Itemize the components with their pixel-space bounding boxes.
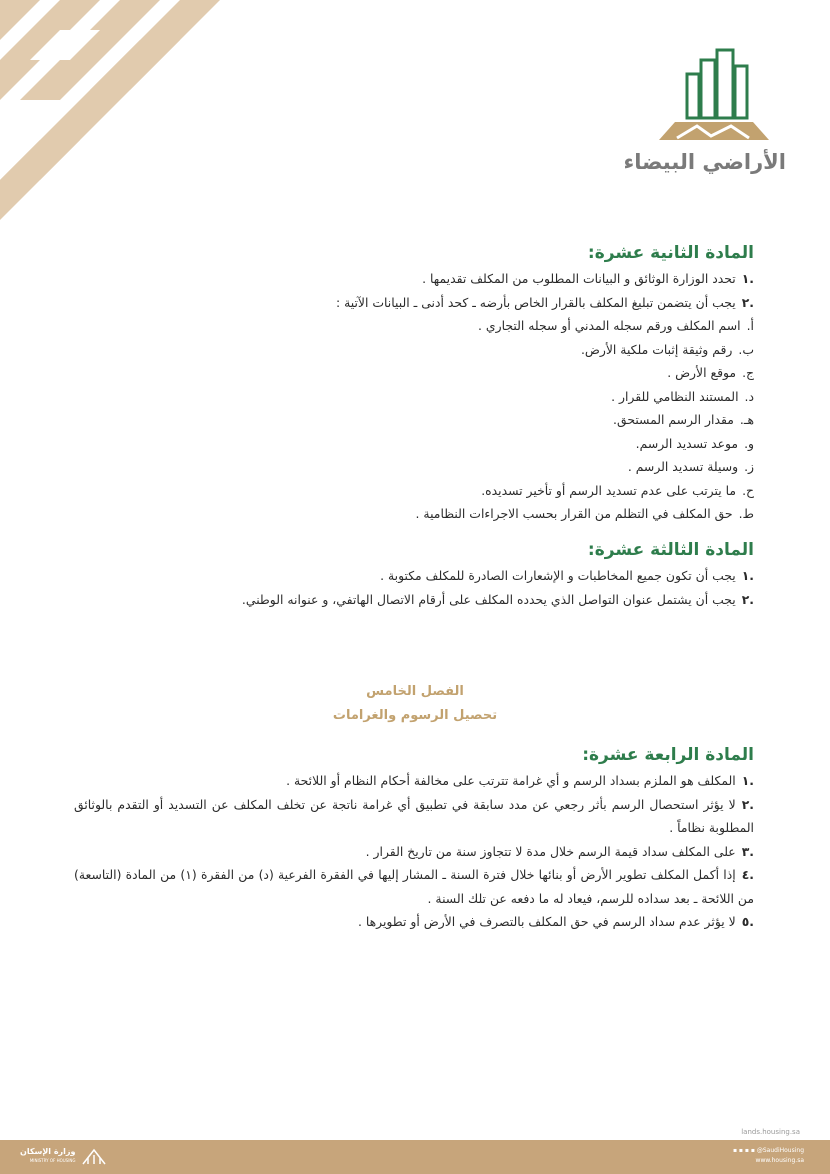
article-fourteen-heading: المادة الرابعة عشرة: (582, 745, 754, 765)
sub-item: ج.موقع الأرض . (667, 365, 754, 380)
list-item: .٢لا يؤثر استحصال الرسم بأثر رجعي عن مدد سابقة في تطبيق أي غرامة ناتجة عن تخلف المكلف عن التسديد أو التقدم بالوثائق المطلوبة نظاماً . (74, 796, 754, 835)
ministry-logo (20, 1146, 107, 1166)
ministry-name: وزارة الإسكان (20, 1147, 76, 1156)
sub-item: ب.رقم وثيقة إثبات ملكية الأرض. (580, 341, 754, 357)
list-item: .١تحدد الوزارة الوثائق و البيانات المطلوب من المكلف تقديمها . (422, 271, 754, 286)
sub-item: ح.ما يترتب على عدم تسديد الرسم أو تأخير تسديده. (481, 482, 754, 498)
ministry-emblem-icon (81, 1146, 107, 1166)
article-fourteen (74, 745, 754, 934)
footer-bar (0, 1140, 830, 1174)
sub-item: أ.اسم المكلف ورقم سجله المدني أو سجله التجاري . (478, 318, 754, 333)
article-twelve-heading: المادة الثانية عشرة: (587, 243, 754, 263)
list-item: .٢يجب أن يتضمن تبليغ المكلف بالقرار الخاص بأرضه ـ كحد أدنى ـ البيانات الآتية : (335, 294, 754, 310)
list-item: .١يجب أن تكون جميع المخاطبات و الإشعارات الصادرة للمكلف مكتوبة . (380, 568, 754, 583)
list-item: .٣على المكلف سداد قيمة الرسم خلال مدة لا تتجاوز سنة من تاريخ القرار . (365, 843, 754, 859)
list-item: .٥لا يؤثر عدم سداد الرسم في حق المكلف بالتصرف في الأرض أو تطويرها . (357, 914, 754, 929)
sub-item: ز.وسيلة تسديد الرسم . (627, 459, 754, 474)
sub-item: د.المستند النظامي للقرار . (611, 388, 754, 404)
footer-site-url[interactable]: lands.housing.sa (741, 1128, 800, 1136)
building-logo-icon (649, 44, 779, 144)
footer-contacts (733, 1146, 804, 1166)
chapter-subtitle: تحصيل الرسوم والغرامات (332, 708, 498, 723)
chapter-title: الفصل الخامس (366, 684, 464, 699)
sub-item: ط.حق المكلف في التظلم من القرار بحسب الاجراءات النظامية . (415, 506, 754, 521)
social-handle[interactable]: ▪ ▪ ▪ ▪ @SaudiHousing (732, 1147, 804, 1154)
sub-item: و.موعد تسديد الرسم. (635, 435, 754, 451)
list-item: .١المكلف هو الملزم بسداد الرسم و أي غرامة تترتب على مخالفة أحكام النظام أو اللائحة . (286, 773, 754, 788)
article-thirteen (74, 540, 754, 611)
social-icons: ▪ ▪ ▪ ▪ (732, 1147, 757, 1154)
website-link[interactable]: www.housing.sa (755, 1157, 804, 1164)
article-twelve (74, 243, 754, 526)
sub-item: هـ.مقدار الرسم المستحق. (613, 412, 754, 427)
list-item: .٢يجب أن يشتمل عنوان التواصل الذي يحدده المكلف على أرقام الاتصال الهاتفي، و عنوانه الوطني. (241, 591, 754, 607)
article-thirteen-heading: المادة الثالثة عشرة: (587, 540, 754, 560)
chapter-title-block (0, 680, 830, 728)
list-item: .٤إذا أكمل المكلف تطوير الأرض أو بنائها خلال فترة السنة ـ المشار إليها في الفقرة الفرعية (د) من الفقرة (١) من المادة (التاسعة) من اللائحة ـ بعد سداده للرسم، فيعاد له ما دفعه عن تلك السنة . (74, 867, 754, 906)
ministry-name-en: MINISTRY OF HOUSING (29, 1158, 76, 1163)
corner-pattern-decoration (0, 0, 230, 230)
logo-text: الأراضي البيضاء (623, 150, 786, 174)
brand-logo (623, 44, 786, 174)
